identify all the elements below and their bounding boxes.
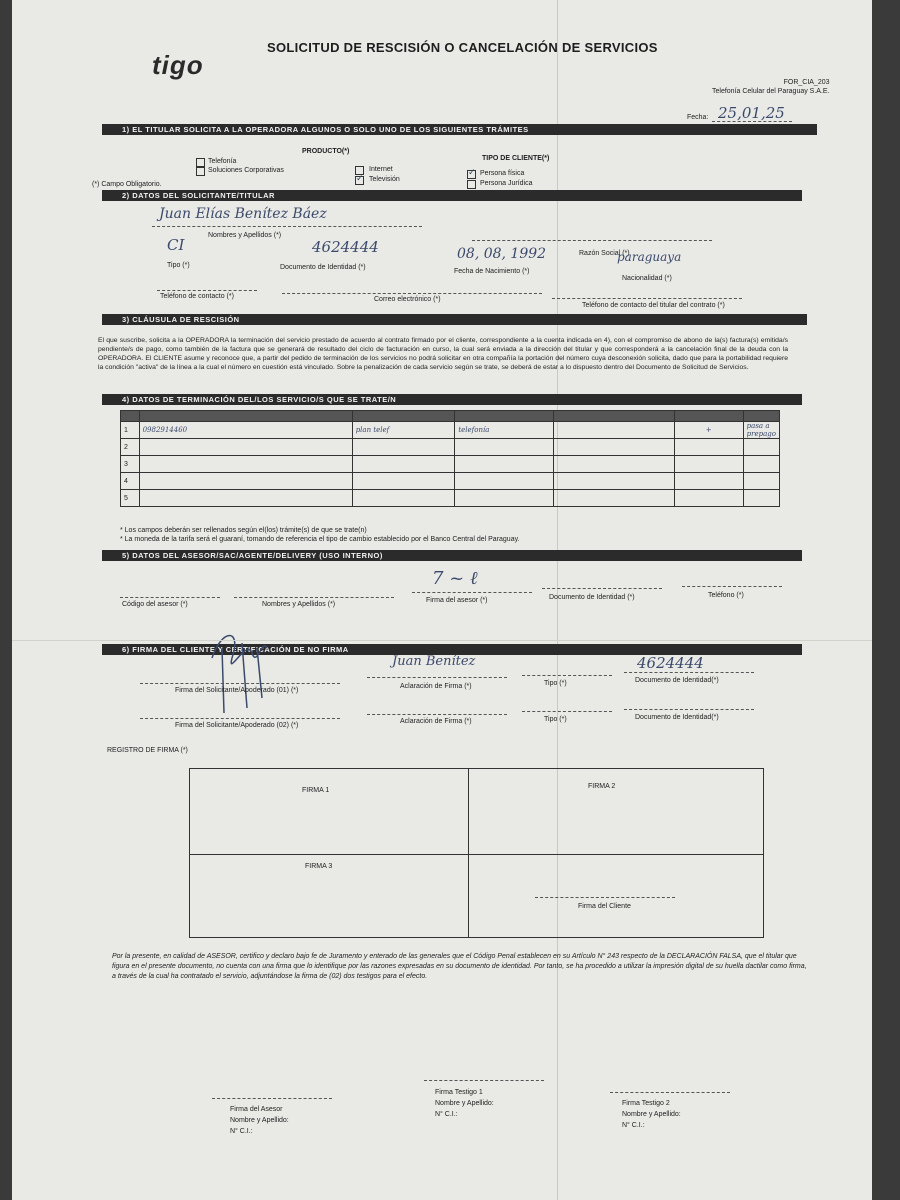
services-table [120, 410, 780, 507]
firma-asesor-label: Firma del asesor (*) [426, 597, 488, 604]
razon-social-label: Razón Social (*) [579, 250, 630, 257]
tel-titular-line [552, 298, 742, 299]
testigo1-line [424, 1080, 544, 1081]
persona-fisica-checkbox[interactable] [467, 167, 476, 179]
fecha-label: Fecha: [687, 114, 709, 121]
nacimiento-value[interactable]: 08, 08, 1992 [457, 246, 547, 262]
asesor-tel-label: Teléfono (*) [708, 592, 744, 599]
section3-band: 3) CLÁUSULA DE RESCISIÓN [102, 314, 807, 325]
company-name: Telefonía Celular del Paraguay S.A.E. [712, 88, 830, 95]
testigo1-ci: N° C.I.: [435, 1111, 458, 1118]
table-note-2: * La moneda de la tarifa será el guaraní, tomando de referencia el tipo de cambio establecido por el Banco Central del Paraguay. [120, 536, 520, 543]
row-number: 4 [121, 473, 140, 490]
section6-band: 6) FIRMA DEL CLIENTE Y CERTIFICACIÓN DE NO FIRMA [102, 644, 802, 655]
asesor-nombre-footer: Nombre y Apellido: [230, 1117, 289, 1124]
producto-label: PRODUCTO(*) [302, 148, 350, 155]
cell-mark[interactable]: + [674, 422, 743, 439]
obligatorio-note: (*) Campo Obligatorio. [92, 181, 162, 188]
tel-label: Teléfono de contacto (*) [160, 293, 234, 300]
cell-blank[interactable] [553, 422, 674, 439]
row-number: 1 [121, 422, 140, 439]
check-icon: ✓ [468, 167, 476, 177]
table-header-row [121, 411, 780, 422]
asesor-ci-footer: N° C.I.: [230, 1128, 253, 1135]
fecha-line [712, 121, 792, 122]
asesor-doc-label: Documento de Identidad (*) [549, 594, 635, 601]
soluciones-label: Soluciones Corporativas [208, 167, 284, 174]
testigo1-firma-label: Firma Testigo 1 [435, 1089, 483, 1096]
doc-label: Documento de Identidad (*) [280, 264, 366, 271]
table-note-1: * Los campos deberán ser rellenados según el(los) trámite(s) de que se trate(n) [120, 527, 367, 534]
client-signature [202, 618, 282, 718]
nombre-line [152, 226, 422, 227]
asesor-tel-line [682, 586, 782, 587]
firma1-line [140, 683, 340, 684]
aclaracion2-label: Aclaración de Firma (*) [400, 718, 472, 725]
firma1-label: Firma del Solicitante/Apoderado (01) (*) [175, 687, 299, 694]
doc-value[interactable]: 4624444 [312, 238, 379, 256]
tigo-logo: tigo [152, 50, 204, 80]
doc1-label: Documento de Identidad(*) [635, 677, 719, 684]
clausula-text: El que suscribe, solicita a la OPERADORA la terminación del servicio prestado de acuerdo al contrato firmado por el cliente, correspondiente a la cuenta indicada en 4), con el compromiso de abono de la(s) factura(s) emitida/s pendiente/s de pago, como también de la factura que se generará de resultado del ciclo de facturación en curso, la cual será enviada a la dirección del titular y que corresponderá a la cancelación final de la deuda con la OPERADORA. El CLIENTE asume y reconoce que, a partir del pedido de terminación de los servicios no podrá solicitar en otra compañía la portación del número cuya desconexión solicita, dado que para la portabilidad requiere la condición "activa" de la línea a la cual el número en cuestión está vinculado. Sobre la penalización de cada servicio según se trate, se deberá de estar a lo dispuesto dentro del Documento de Solicitud de Servicios. [98, 337, 788, 371]
section1-band: 1) EL TITULAR SOLICITA A LA OPERADORA ALGUNOS O SOLO UNO DE LOS SIGUIENTES TRÁMITES [102, 124, 817, 135]
asesor-declaration: Por la presente, en calidad de ASESOR, certifico y declaro bajo fe de Juramento y enterado de las generales que el Código Penal establecen en su Artículo N° 243 respecto de la DECLARACIÓN FALSA, que el titular que figura en el presente documento, no cuenta con una firma que lo identifique por las razones expresadas en su documento de identidad. Por tanto, se ha procedido a utilizar la impresión digital de su huella dactilar como firma, a través de la cual ha contratado el servicio, adjuntándose la firma de (02) dos testigos para el efecto. [112, 953, 807, 980]
aclaracion2-line [367, 714, 507, 715]
asesor-doc-line [542, 588, 662, 589]
asesor-firma-label: Firma del Asesor [230, 1106, 283, 1113]
doc1-line [624, 672, 754, 673]
tipo2-label: Tipo (*) [544, 716, 567, 723]
row-number: 5 [121, 490, 140, 507]
persona-juridica-label: Persona Jurídica [480, 180, 533, 187]
firma-cliente-line [535, 897, 675, 898]
firma2-box-label: FIRMA 2 [588, 783, 616, 790]
internet-label: Internet [369, 166, 393, 173]
television-checkbox[interactable] [355, 173, 364, 185]
correo-line [282, 293, 542, 294]
nacimiento-label: Fecha de Nacimiento (*) [454, 268, 530, 275]
section5-band: 5) DATOS DEL ASESOR/SAC/AGENTE/DELIVERY (USO INTERNO) [102, 550, 802, 561]
tipo-cliente-label: TIPO DE CLIENTE(*) [482, 155, 550, 162]
form-sheet [12, 0, 872, 1200]
row-number: 2 [121, 439, 140, 456]
firma2-label: Firma del Solicitante/Apoderado (02) (*) [175, 722, 299, 729]
codigo-line [120, 597, 220, 598]
persona-fisica-label: Persona física [480, 170, 525, 177]
section2-band: 2) DATOS DEL SOLICITANTE/TITULAR [102, 190, 802, 201]
correo-label: Correo electrónico (*) [374, 296, 441, 303]
testigo1-nombre: Nombre y Apellido: [435, 1100, 494, 1107]
asesor-signature: 7 ~ ℓ [432, 568, 478, 589]
firma-asesor-line [412, 592, 532, 593]
testigo2-nombre: Nombre y Apellido: [622, 1111, 681, 1118]
check-icon: ✓ [356, 173, 364, 183]
nacionalidad-value[interactable]: paraguaya [617, 250, 682, 264]
fecha-value[interactable]: 25,01,25 [718, 104, 785, 122]
table-row [121, 439, 780, 456]
firma1-box-label: FIRMA 1 [302, 787, 330, 794]
firma-cliente-label: Firma del Cliente [578, 903, 631, 910]
aclaracion1-value[interactable]: Juan Benítez [392, 654, 476, 669]
testigo1-footer [435, 1087, 494, 1120]
table-row [121, 490, 780, 507]
persona-juridica-checkbox[interactable] [467, 180, 476, 189]
telefonia-label: Telefonía [208, 158, 237, 165]
form-code-block [712, 78, 830, 96]
cell-linea[interactable]: 0982914460 [139, 422, 352, 439]
firma-registry-grid [189, 768, 764, 938]
soluciones-checkbox[interactable] [196, 167, 205, 176]
form-code: FOR_CIA_203 [783, 79, 830, 86]
doc2-line [624, 709, 754, 710]
firma2-line [140, 718, 340, 719]
tipo1-line [522, 675, 612, 676]
tel-line [157, 290, 257, 291]
tipo2-line [522, 711, 612, 712]
table-row [121, 456, 780, 473]
codigo-label: Código del asesor (*) [122, 601, 188, 608]
tipo-value[interactable]: CI [167, 236, 185, 254]
aclaracion1-line [367, 677, 507, 678]
testigo2-footer [622, 1098, 681, 1131]
table-row [121, 473, 780, 490]
nombre-value[interactable]: Juan Elías Benítez Báez [159, 206, 327, 222]
registro-firma-label: REGISTRO DE FIRMA (*) [107, 747, 188, 754]
asesor-nombre-label: Nombres y Apellidos (*) [262, 601, 336, 608]
testigo2-firma-label: Firma Testigo 2 [622, 1100, 670, 1107]
telefonia-checkbox[interactable] [196, 158, 205, 167]
doc1-value[interactable]: 4624444 [637, 654, 704, 672]
form-title: SOLICITUD DE RESCISIÓN O CANCELACIÓN DE SERVICIOS [267, 40, 658, 55]
nombre-label: Nombres y Apellidos (*) [208, 232, 282, 239]
cell-servicio[interactable]: telefonía [455, 422, 554, 439]
nacionalidad-label: Nacionalidad (*) [622, 275, 672, 282]
cell-plan[interactable]: plan telef [352, 422, 455, 439]
cell-observacion[interactable]: pasa a prepago [743, 422, 779, 439]
asesor-nombre-line [234, 597, 394, 598]
tel-titular-label: Teléfono de contacto del titular del contrato (*) [582, 302, 725, 309]
table-row [121, 422, 780, 439]
doc2-label: Documento de Identidad(*) [635, 714, 719, 721]
television-label: Televisión [369, 176, 400, 183]
testigo2-line [610, 1092, 730, 1093]
tipo-label: Tipo (*) [167, 262, 190, 269]
asesor-firma-line [212, 1098, 332, 1099]
aclaracion1-label: Aclaración de Firma (*) [400, 683, 472, 690]
asesor-footer [230, 1104, 289, 1137]
razon-top-line [472, 240, 712, 241]
tipo1-label: Tipo (*) [544, 680, 567, 687]
firma3-box-label: FIRMA 3 [305, 863, 333, 870]
testigo2-ci: N° C.I.: [622, 1122, 645, 1129]
row-number: 3 [121, 456, 140, 473]
section4-band: 4) DATOS DE TERMINACIÓN DEL/LOS SERVICIO/S QUE SE TRATE/N [102, 394, 802, 405]
